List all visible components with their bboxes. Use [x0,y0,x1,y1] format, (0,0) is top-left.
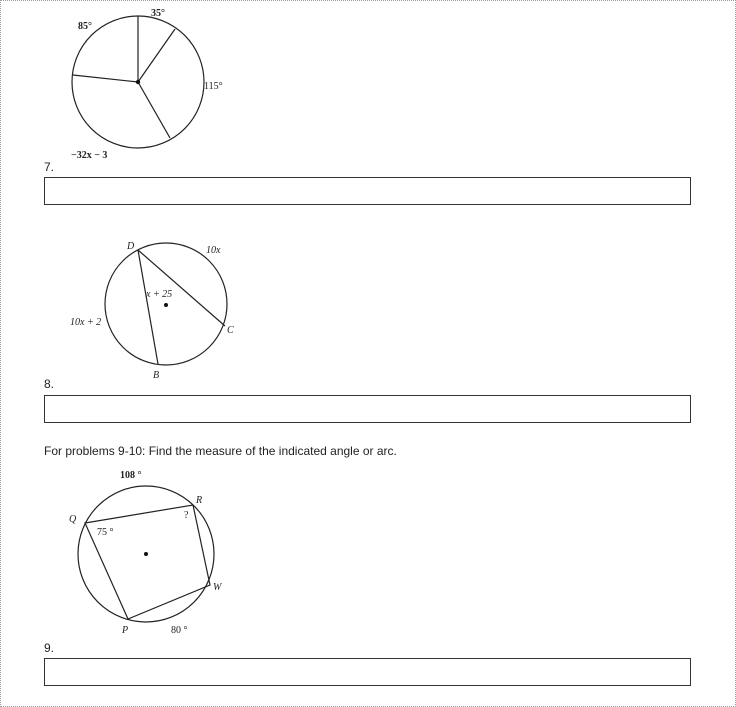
point-label-w: W [213,582,222,593]
angle-label-x-plus-25: x + 25 [146,289,173,300]
chord-db [138,250,158,364]
arc-label-expression: −32x − 3 [71,150,108,161]
point-label-r: R [196,495,203,506]
radius-upper-right [138,29,175,82]
inscribed-quadrilateral-figure-9 [60,466,240,640]
answer-box-7[interactable] [44,177,691,205]
quadrilateral-qrwp [85,505,210,619]
circle-figure-7 [60,2,240,172]
arc-label-80: 80 ° [171,625,188,636]
center-point [144,552,148,556]
point-label-d: D [127,241,135,252]
angle-label-unknown: ? [184,510,189,521]
angle-label-75: 75 ° [97,527,114,538]
radius-left [73,75,138,82]
problem-number-7: 7. [44,160,55,174]
arc-label-35: 35° [151,8,165,19]
problem-number-8: 8. [44,377,55,391]
arc-label-115: 115° [204,81,223,92]
radius-lower-right [138,82,170,138]
answer-box-9[interactable] [44,658,691,686]
chord-dc [138,250,225,326]
arc-label-85: 85° [78,21,92,32]
problem-number-9: 9. [44,641,55,655]
arc-label-10x-plus-2: 10x + 2 [70,317,102,328]
center-point [164,303,168,307]
answer-box-8[interactable] [44,395,691,423]
center-point [136,80,140,84]
point-label-c: C [227,325,234,336]
point-label-b: B [153,370,160,381]
arc-label-10x: 10x [206,245,221,256]
arc-label-108: 108 ° [120,470,142,481]
instructions-text: For problems 9-10: Find the measure of the indicated angle or arc. [44,444,397,458]
circle-figure-8 [60,236,250,382]
point-label-p: P [122,625,129,636]
point-label-q: Q [69,514,77,525]
